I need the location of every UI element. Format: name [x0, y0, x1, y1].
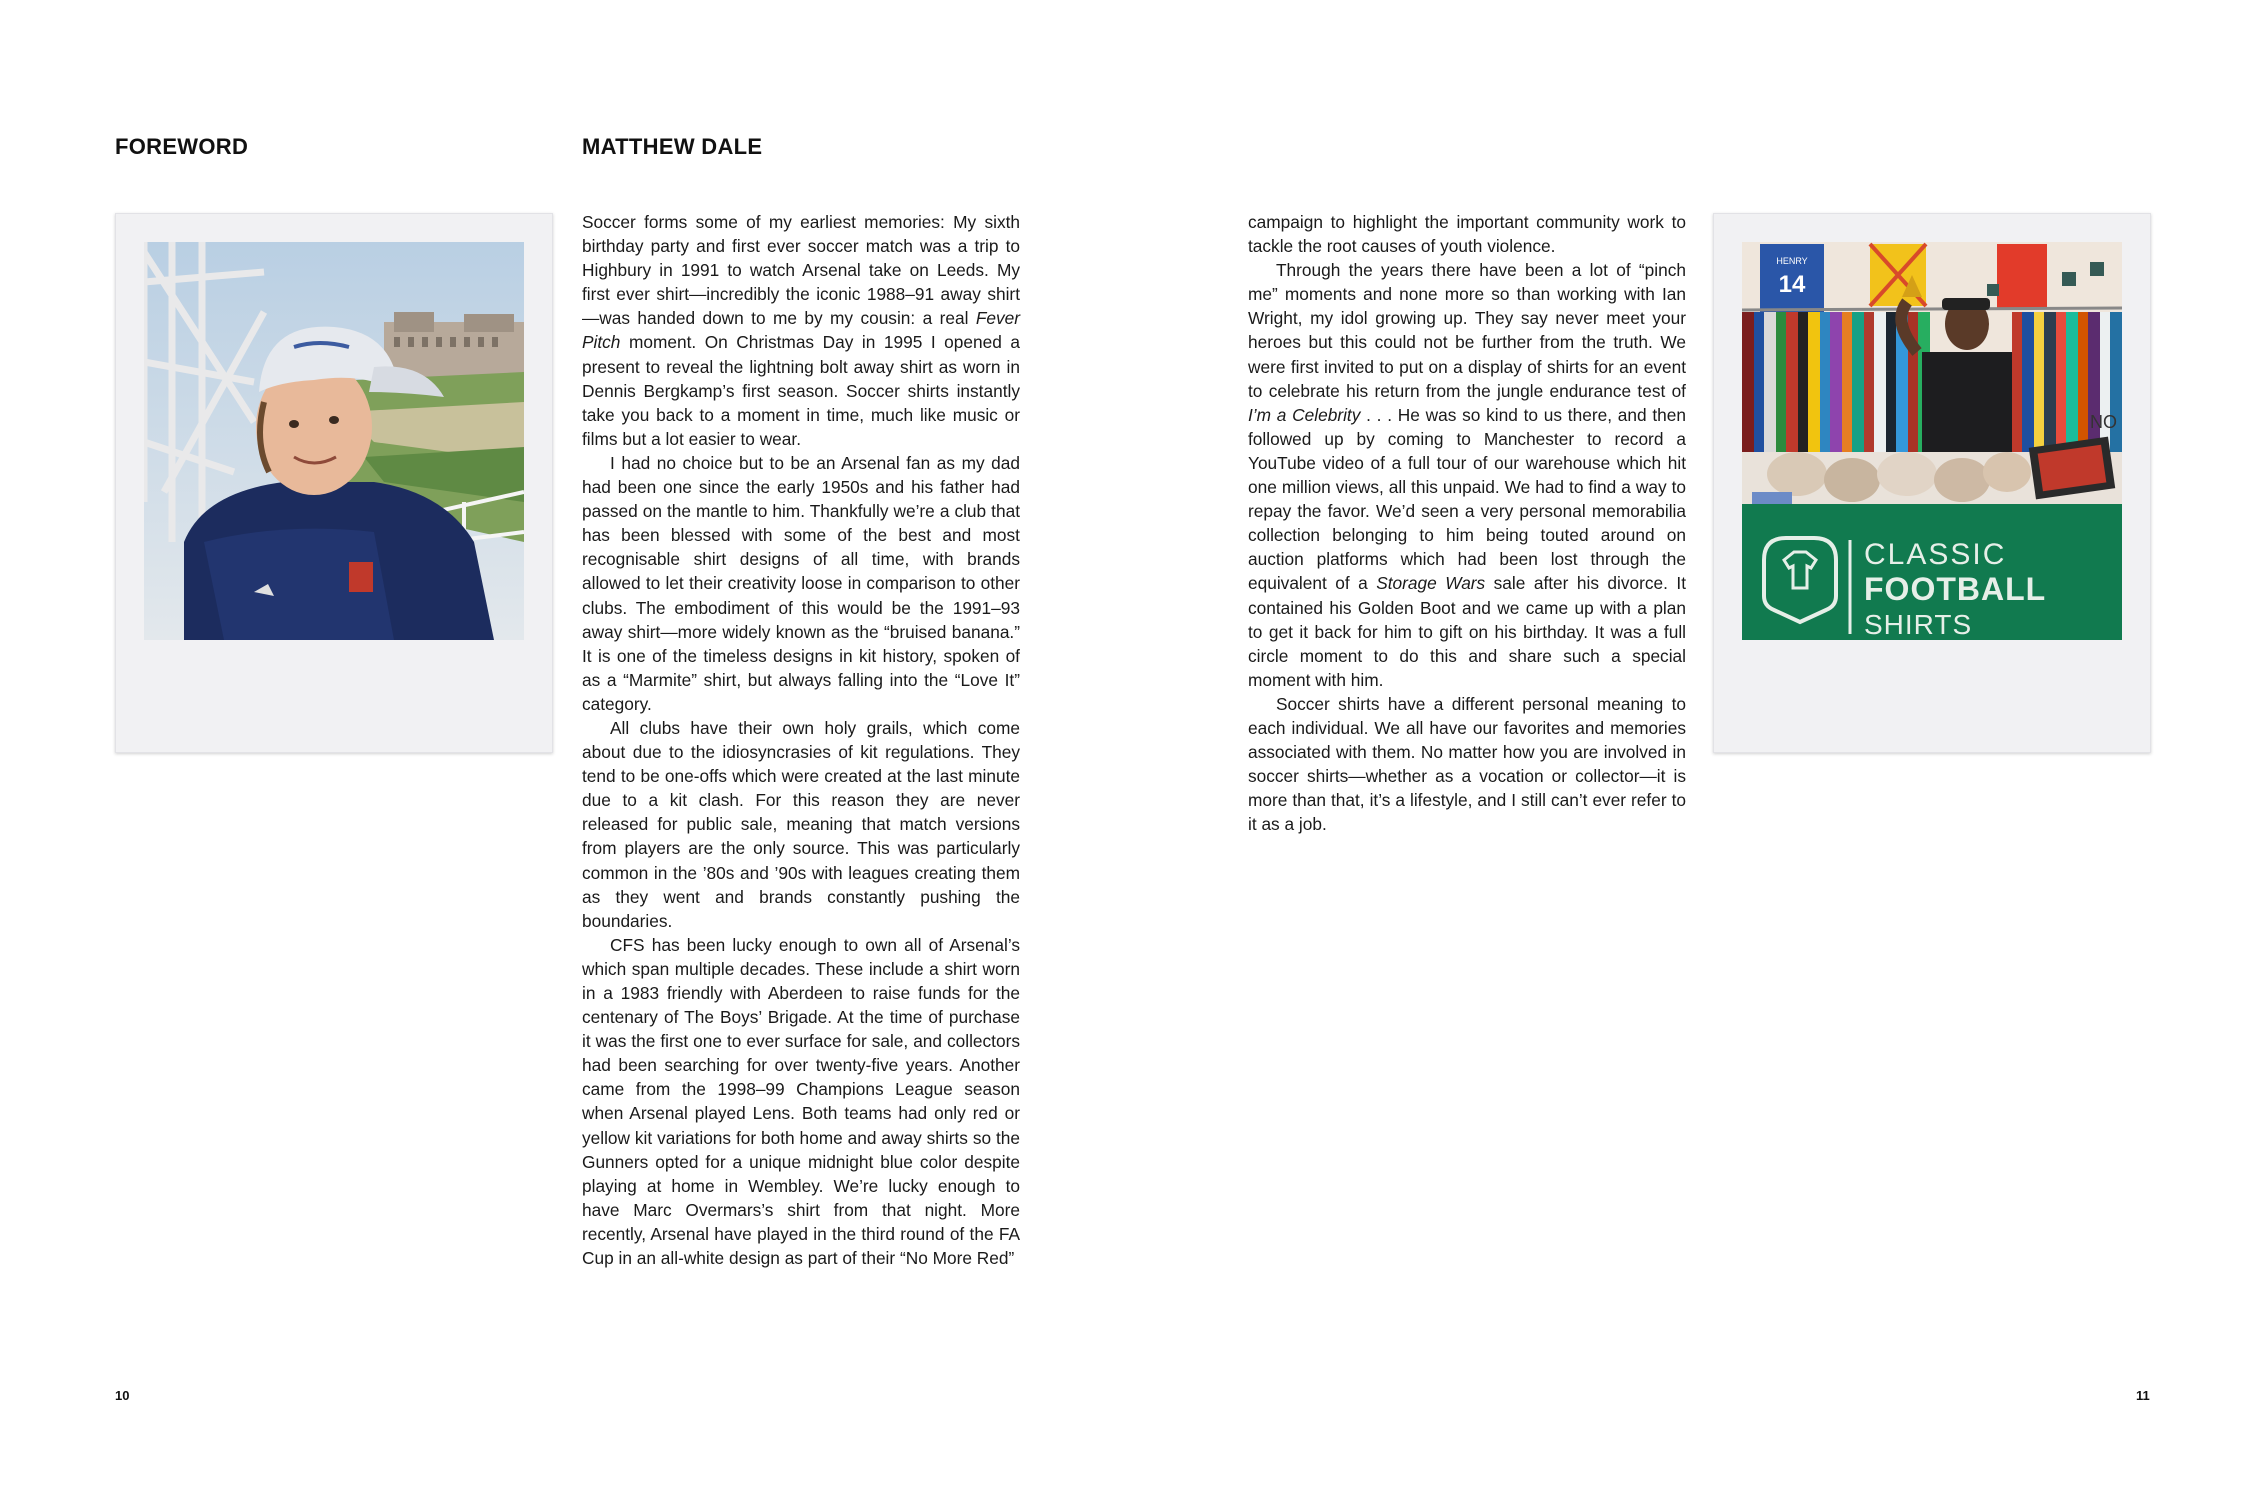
framed-shirt-name: HENRY [1776, 256, 1808, 266]
italic-title: Fever Pitch [582, 308, 1020, 353]
text-run: Soccer forms some of my earliest memories: My sixth birthday party and first ever soccer match was a trip to Highbury in 1991 to watch Arsenal take on Leeds. My first ever shirt—incredibly the iconic 1988–91 away shirt—was handed down to me by my cousin: a real [582, 212, 1020, 329]
italic-title: Storage Wars [1376, 573, 1486, 594]
paragraph [582, 210, 1020, 451]
page-number-left: 10 [115, 1388, 130, 1403]
paragraph [1248, 210, 1686, 258]
banner-line-2: FOOTBALL [1864, 571, 2047, 607]
sign-text: NO [2090, 412, 2117, 432]
text-run: Soccer shirts have a different personal meaning to each individual. We all have our favorites and memories associated with them. No matter how you are involved in soccer shirts—whether as a vocation or collector—it is more than that, it’s a lifestyle, and I still can’t ever refer to it as a job. [1248, 693, 1686, 835]
text-run: I had no choice but to be an Arsenal fan as my dad had been one since the early 1950s and his father had passed on the mantle to him. Thankfully we’re a club that has been blessed with some of the best and most recognisable shirt designs of all time, with brands allowed to let their creativity loose in comparison to other clubs. The embodiment of this would be the 1991–93 away shirt—more widely known as the “bruised banana.” It is one of the timeless designs in kit history, spoken of as a “Marmite” shirt, but always falling into the “Love It” category. [582, 452, 1020, 714]
page-number-right: 11 [2136, 1388, 2150, 1403]
banner-line-3: SHIRTS [1864, 609, 1973, 640]
text-run: moment. On Christmas Day in 1995 I opened a present to reveal the lightning bolt away shirt as worn in Dennis Bergkamp’s first season. Soccer shirts instantly take you back to a moment in time, much like music or films but a lot easier to wear. [582, 332, 1020, 449]
section-label: FOREWORD [115, 134, 249, 159]
text-run: campaign to highlight the important community work to tackle the root causes of youth violence. [1248, 212, 1686, 257]
framed-shirt-red [1997, 244, 2047, 308]
text-column-right [1248, 210, 1686, 836]
shop-display-illustration [1742, 242, 2122, 640]
paragraph [582, 716, 1020, 933]
text-run: sale after his divorce. It contained his Golden Boot and we came up with a plan to get it back for him to gift on his birthday. It was a full circle moment to do this and share such a special moment with him. [1248, 573, 1686, 690]
paragraph [1248, 258, 1686, 692]
banner-line-1: CLASSIC [1864, 538, 2007, 571]
text-column-left [582, 210, 1020, 1270]
paragraph [1248, 692, 1686, 837]
paragraph [582, 451, 1020, 716]
text-run: All clubs have their own holy grails, which come about due to the idiosyncrasies of kit regulations. They tend to be one-offs which were created at the last minute due to a kit clash. For this reason they are never released for public sale, meaning that match versions from players are the only source. This was particularly common in the ’80s and ’90s with leagues creating them as they went and brands constantly pushing the boundaries. [582, 717, 1020, 931]
polaroid-frame-left [115, 213, 553, 753]
childhood-photo-illustration [144, 242, 524, 640]
author-name: MATTHEW DALE [582, 134, 763, 159]
childhood-photo [144, 242, 524, 640]
text-run: CFS has been lucky enough to own all of Arsenal’s which span multiple decades. These include a shirt worn in a 1983 friendly with Aberdeen to raise funds for the centenary of The Boys’ Brigade. At the time of purchase it was the first one to ever surface for sale, and collectors had been searching for over twenty-five years. Another came from the 1998–99 Champions League season when Arsenal played Lens. Both teams had only red or yellow kit variations for both home and away shirts so the Gunners opted for a unique midnight blue color despite playing at home in Wembley. We’re lucky enough to have Marc Overmars’s shirt from that night. More recently, Arsenal have played in the third round of the FA Cup in an all-white design as part of their “No More Red” [582, 934, 1020, 1269]
shop-display-photo [1742, 242, 2122, 640]
paragraph [582, 933, 1020, 1270]
polaroid-frame-right [1713, 213, 2151, 753]
italic-title: I’m a Celebrity [1248, 404, 1361, 425]
text-run: . . . He was so kind to us there, and then followed up by coming to Manchester to record a YouTube video of a full tour of our warehouse which hit one million views, all this unpaid. We had to find a way to repay the favor. We’d seen a very personal memorabilia collection belonging to him being touted around on auction platforms which had been lost through the equivalent of a [1248, 404, 1686, 594]
framed-shirt-number: 14 [1778, 271, 1806, 298]
text-run: Through the years there have been a lot of “pinch me” moments and none more so than working with Ian Wright, my idol growing up. They say never meet your heroes but this could not be further from the truth. We were first invited to put on a display of shirts for an event to celebrate his return from the jungle endurance test of [1248, 260, 1686, 401]
